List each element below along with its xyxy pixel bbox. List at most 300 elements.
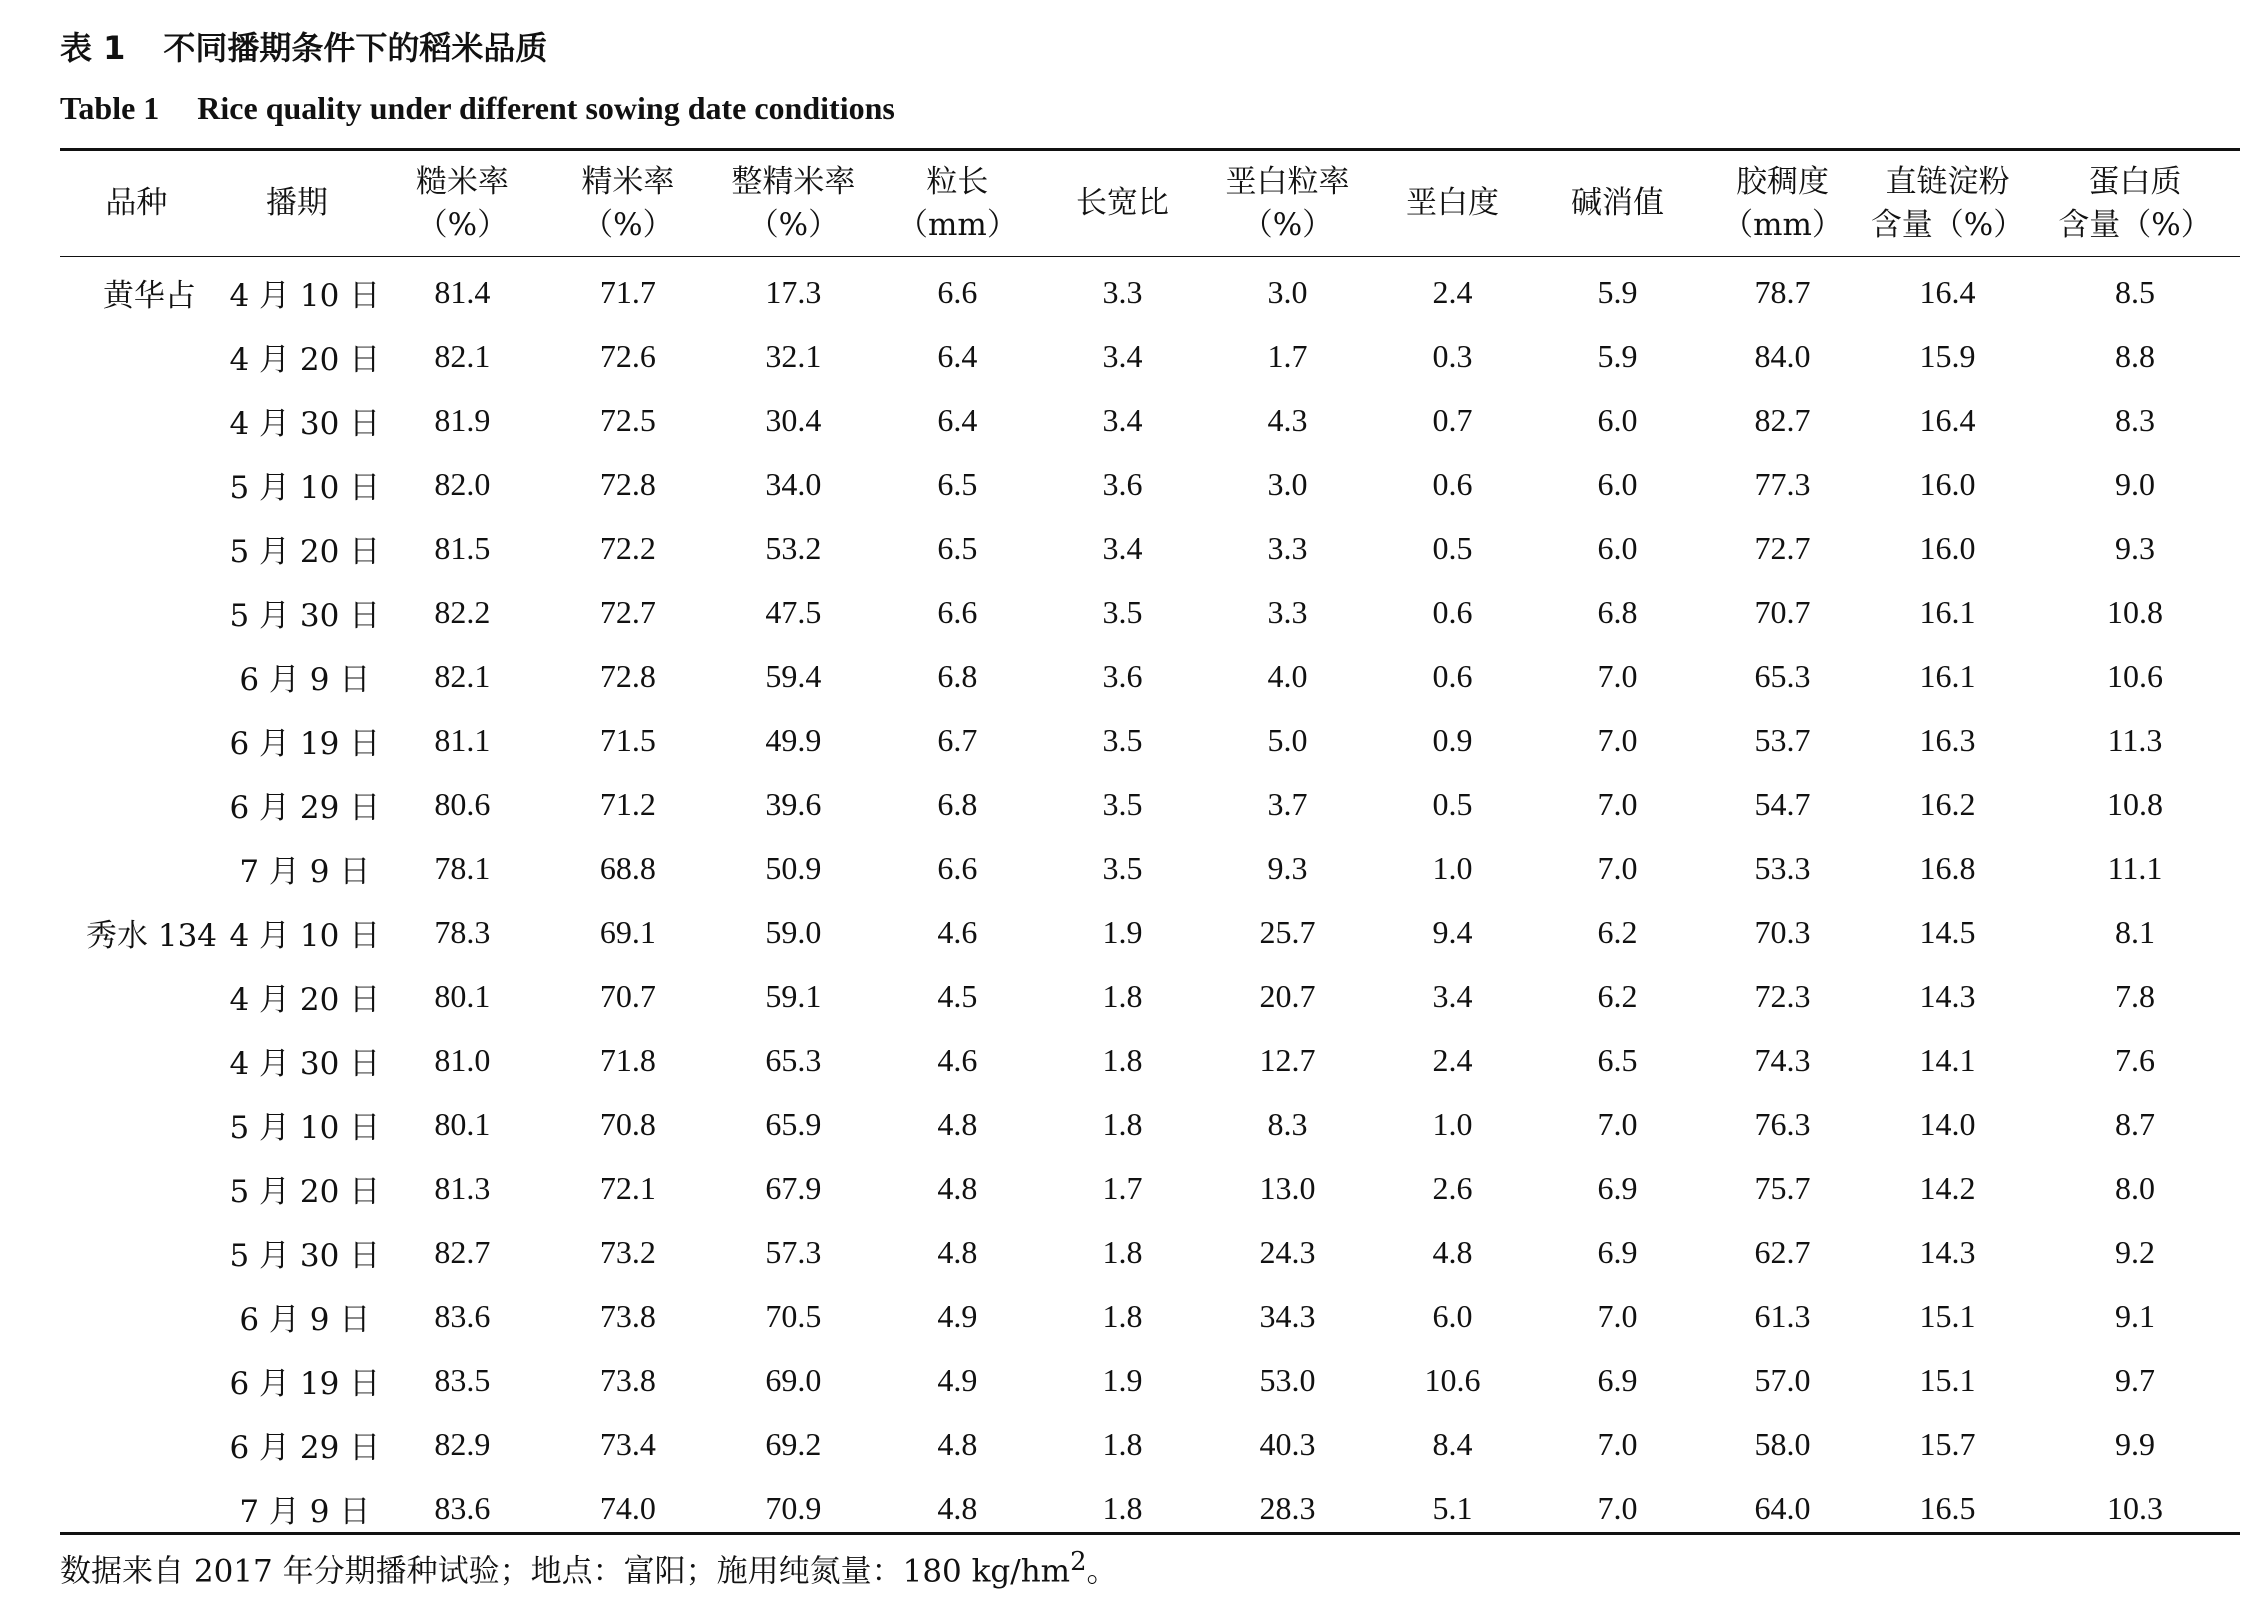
value-cell: 72.3 [1754, 977, 1811, 1014]
value-cell: 8.1 [2115, 913, 2156, 950]
value-cell: 0.3 [1432, 337, 1473, 374]
table-body [60, 256, 2240, 1540]
value-cell: 7.0 [1597, 1105, 1638, 1142]
value-cell: 6.0 [1597, 465, 1638, 502]
value-cell: 70.7 [1754, 593, 1811, 630]
value-cell: 3.5 [1102, 593, 1143, 630]
sowing-date-cell: 4 月 30 日 [229, 1045, 381, 1082]
table-caption-en [60, 86, 895, 130]
value-cell: 3.0 [1267, 465, 1308, 502]
variety-cell [60, 1092, 213, 1156]
sowing-date-cell: 5 月 30 日 [229, 1237, 381, 1274]
value-cell: 15.9 [1919, 337, 1976, 374]
value-cell: 4.8 [937, 1425, 978, 1462]
table-row [60, 1412, 2240, 1476]
value-cell: 5.0 [1267, 721, 1308, 758]
value-cell: 4.6 [937, 1041, 978, 1078]
value-cell: 4.8 [1432, 1233, 1473, 1270]
value-cell: 14.0 [1919, 1105, 1976, 1142]
value-cell: 5.9 [1597, 273, 1638, 310]
table-label-en: Table 1 [60, 90, 160, 126]
value-cell: 14.5 [1919, 913, 1976, 950]
value-cell: 6.7 [937, 721, 978, 758]
value-cell: 16.4 [1919, 401, 1976, 438]
value-cell: 6.5 [937, 529, 978, 566]
sowing-date-cell: 4 月 20 日 [229, 981, 381, 1018]
column-header: 碱消值 [1570, 185, 1664, 221]
value-cell: 17.3 [765, 273, 822, 310]
sowing-date-cell: 5 月 10 日 [229, 469, 381, 506]
value-cell: 70.8 [599, 1105, 656, 1142]
value-cell: 8.3 [2115, 401, 2156, 438]
variety-cell [60, 516, 213, 580]
value-cell: 82.9 [434, 1425, 491, 1462]
value-cell: 1.8 [1102, 1041, 1143, 1078]
value-cell: 1.0 [1432, 849, 1473, 886]
value-cell: 70.7 [599, 977, 656, 1014]
variety-cell [60, 1412, 213, 1476]
column-header: 直链淀粉 含量（%） [1870, 163, 2025, 243]
sowing-date-cell: 6 月 9 日 [239, 1301, 371, 1338]
value-cell: 34.3 [1259, 1297, 1316, 1334]
value-cell: 6.0 [1597, 401, 1638, 438]
value-cell: 8.4 [1432, 1425, 1473, 1462]
value-cell: 30.4 [765, 401, 822, 438]
value-cell: 10.3 [2107, 1489, 2164, 1526]
variety-cell [60, 1284, 213, 1348]
value-cell: 78.7 [1754, 273, 1811, 310]
value-cell: 68.8 [599, 849, 656, 886]
column-header: 垩白粒率 （%） [1225, 163, 1350, 243]
value-cell: 0.9 [1432, 721, 1473, 758]
value-cell: 74.0 [599, 1489, 656, 1526]
value-cell: 25.7 [1259, 913, 1316, 950]
table-row [60, 1028, 2240, 1092]
value-cell: 81.3 [434, 1169, 491, 1206]
variety-cell [60, 1476, 213, 1540]
sowing-date-cell: 4 月 20 日 [229, 341, 381, 378]
sowing-date-cell: 5 月 20 日 [229, 533, 381, 570]
value-cell: 59.0 [765, 913, 822, 950]
value-cell: 70.5 [765, 1297, 822, 1334]
value-cell: 9.9 [2115, 1425, 2156, 1462]
table-row [60, 900, 2240, 964]
value-cell: 15.1 [1919, 1297, 1976, 1334]
value-cell: 3.4 [1102, 401, 1143, 438]
variety-cell [60, 708, 213, 772]
value-cell: 14.3 [1919, 1233, 1976, 1270]
value-cell: 73.4 [599, 1425, 656, 1462]
value-cell: 9.3 [2115, 529, 2156, 566]
value-cell: 16.3 [1919, 721, 1976, 758]
variety-cell [60, 836, 213, 900]
variety-cell [60, 1348, 213, 1412]
table-title-cn: 不同播期条件下的稻米品质 [163, 29, 548, 67]
value-cell: 53.3 [1754, 849, 1811, 886]
sowing-date-cell: 4 月 30 日 [229, 405, 381, 442]
value-cell: 71.2 [599, 785, 656, 822]
value-cell: 69.1 [599, 913, 656, 950]
value-cell: 4.0 [1267, 657, 1308, 694]
value-cell: 72.7 [599, 593, 656, 630]
column-header: 整精米率 （%） [731, 163, 856, 243]
value-cell: 47.5 [765, 593, 822, 630]
variety-cell [60, 388, 213, 452]
value-cell: 83.6 [434, 1489, 491, 1526]
value-cell: 3.3 [1267, 529, 1308, 566]
value-cell: 71.8 [599, 1041, 656, 1078]
value-cell: 82.7 [434, 1233, 491, 1270]
table-row [60, 516, 2240, 580]
value-cell: 4.6 [937, 913, 978, 950]
value-cell: 1.8 [1102, 1425, 1143, 1462]
value-cell: 34.0 [765, 465, 822, 502]
value-cell: 11.3 [2107, 721, 2163, 758]
table-row [60, 836, 2240, 900]
value-cell: 72.2 [599, 529, 656, 566]
value-cell: 9.4 [1432, 913, 1473, 950]
table-row [60, 1092, 2240, 1156]
value-cell: 9.2 [2115, 1233, 2156, 1270]
value-cell: 2.4 [1432, 1041, 1473, 1078]
value-cell: 62.7 [1754, 1233, 1811, 1270]
value-cell: 2.6 [1432, 1169, 1473, 1206]
variety-cell: 黄华占 [102, 277, 196, 314]
value-cell: 14.1 [1919, 1041, 1976, 1078]
table-footnote: 数据来自 2017 年分期播种试验；地点：富阳；施用纯氮量：180 $kg/hm^2$。 [60, 1547, 1118, 1590]
value-cell: 7.6 [2115, 1041, 2156, 1078]
value-cell: 71.7 [599, 273, 656, 310]
value-cell: 70.3 [1754, 913, 1811, 950]
value-cell: 4.8 [937, 1233, 978, 1270]
value-cell: 6.5 [1597, 1041, 1638, 1078]
column-header: 精米率 （%） [581, 163, 675, 243]
value-cell: 53.2 [765, 529, 822, 566]
value-cell: 8.3 [1267, 1105, 1308, 1142]
sowing-date-cell: 4 月 10 日 [229, 917, 381, 954]
value-cell: 53.0 [1259, 1361, 1316, 1398]
value-cell: 14.3 [1919, 977, 1976, 1014]
value-cell: 3.5 [1102, 785, 1143, 822]
column-header: 垩白度 [1405, 185, 1499, 221]
value-cell: 6.2 [1597, 913, 1638, 950]
value-cell: 4.8 [937, 1169, 978, 1206]
sowing-date-cell: 6 月 19 日 [229, 1365, 381, 1402]
table-title-en: Rice quality under different sowing date conditions [197, 90, 895, 126]
value-cell: 0.5 [1432, 529, 1473, 566]
value-cell: 3.5 [1102, 721, 1143, 758]
value-cell: 80.6 [434, 785, 491, 822]
value-cell: 73.2 [599, 1233, 656, 1270]
sowing-date-cell: 5 月 30 日 [229, 597, 381, 634]
value-cell: 15.1 [1919, 1361, 1976, 1398]
value-cell: 4.9 [937, 1361, 978, 1398]
value-cell: 53.7 [1754, 721, 1811, 758]
variety-cell [60, 964, 213, 1028]
value-cell: 20.7 [1259, 977, 1316, 1014]
table-row [60, 1156, 2240, 1220]
value-cell: 0.7 [1432, 401, 1473, 438]
value-cell: 1.8 [1102, 1233, 1143, 1270]
column-header: 糙米率 （%） [415, 163, 509, 243]
value-cell: 3.5 [1102, 849, 1143, 886]
column-header: 粒长 （mm） [897, 163, 1018, 243]
value-cell: 7.0 [1597, 657, 1638, 694]
value-cell: 11.1 [2107, 849, 2163, 886]
value-cell: 6.9 [1597, 1233, 1638, 1270]
value-cell: 3.6 [1102, 465, 1143, 502]
value-cell: 7.0 [1597, 785, 1638, 822]
value-cell: 1.9 [1102, 913, 1143, 950]
value-cell: 6.4 [937, 337, 978, 374]
value-cell: 4.8 [937, 1105, 978, 1142]
value-cell: 7.8 [2115, 977, 2156, 1014]
value-cell: 72.5 [599, 401, 656, 438]
value-cell: 81.5 [434, 529, 491, 566]
value-cell: 6.6 [937, 273, 978, 310]
value-cell: 2.4 [1432, 273, 1473, 310]
value-cell: 6.5 [937, 465, 978, 502]
value-cell: 73.8 [599, 1297, 656, 1334]
value-cell: 9.1 [2115, 1297, 2156, 1334]
value-cell: 65.3 [1754, 657, 1811, 694]
sowing-date-cell: 6 月 29 日 [229, 789, 381, 826]
table-row [60, 708, 2240, 772]
variety-cell: 秀水 134 [86, 917, 218, 954]
value-cell: 16.0 [1919, 465, 1976, 502]
value-cell: 8.7 [2115, 1105, 2156, 1142]
value-cell: 1.0 [1432, 1105, 1473, 1142]
value-cell: 8.0 [2115, 1169, 2156, 1206]
column-header: 长宽比 [1075, 185, 1169, 221]
value-cell: 84.0 [1754, 337, 1811, 374]
value-cell: 3.0 [1267, 273, 1308, 310]
value-cell: 65.3 [765, 1041, 822, 1078]
value-cell: 49.9 [765, 721, 822, 758]
value-cell: 76.3 [1754, 1105, 1811, 1142]
value-cell: 1.8 [1102, 977, 1143, 1014]
variety-cell [60, 580, 213, 644]
table-row [60, 644, 2240, 708]
value-cell: 10.6 [1424, 1361, 1481, 1398]
value-cell: 4.8 [937, 1489, 978, 1526]
value-cell: 6.8 [937, 657, 978, 694]
value-cell: 1.7 [1267, 337, 1308, 374]
value-cell: 6.4 [937, 401, 978, 438]
value-cell: 59.1 [765, 977, 822, 1014]
value-cell: 3.4 [1102, 337, 1143, 374]
value-cell: 72.6 [599, 337, 656, 374]
value-cell: 81.4 [434, 273, 491, 310]
value-cell: 6.6 [937, 593, 978, 630]
value-cell: 28.3 [1259, 1489, 1316, 1526]
sowing-date-cell: 7 月 9 日 [239, 1493, 371, 1530]
value-cell: 16.2 [1919, 785, 1976, 822]
value-cell: 78.3 [434, 913, 491, 950]
table-row [60, 1220, 2240, 1284]
value-cell: 82.1 [434, 337, 491, 374]
value-cell: 16.5 [1919, 1489, 1976, 1526]
value-cell: 54.7 [1754, 785, 1811, 822]
variety-cell [60, 324, 213, 388]
value-cell: 3.6 [1102, 657, 1143, 694]
value-cell: 81.9 [434, 401, 491, 438]
value-cell: 73.8 [599, 1361, 656, 1398]
value-cell: 72.7 [1754, 529, 1811, 566]
table-row [60, 388, 2240, 452]
value-cell: 6.0 [1432, 1297, 1473, 1334]
value-cell: 82.1 [434, 657, 491, 694]
table-row [60, 452, 2240, 516]
value-cell: 81.0 [434, 1041, 491, 1078]
value-cell: 6.9 [1597, 1169, 1638, 1206]
value-cell: 7.0 [1597, 721, 1638, 758]
variety-cell [60, 1156, 213, 1220]
value-cell: 0.6 [1432, 593, 1473, 630]
value-cell: 6.0 [1597, 529, 1638, 566]
footnote-superscript: 2 [1070, 1547, 1087, 1577]
value-cell: 4.9 [937, 1297, 978, 1334]
sowing-date-cell: 5 月 10 日 [229, 1109, 381, 1146]
value-cell: 0.5 [1432, 785, 1473, 822]
value-cell: 7.0 [1597, 1297, 1638, 1334]
value-cell: 69.2 [765, 1425, 822, 1462]
value-cell: 6.8 [1597, 593, 1638, 630]
table-caption-cn [60, 26, 547, 70]
table-row [60, 772, 2240, 836]
table-row [60, 1284, 2240, 1348]
value-cell: 10.6 [2107, 657, 2164, 694]
value-cell: 4.5 [937, 977, 978, 1014]
value-cell: 74.3 [1754, 1041, 1811, 1078]
variety-cell [60, 772, 213, 836]
value-cell: 10.8 [2107, 593, 2164, 630]
value-cell: 4.3 [1267, 401, 1308, 438]
value-cell: 7.0 [1597, 1489, 1638, 1526]
value-cell: 7.0 [1597, 1425, 1638, 1462]
column-header: 播期 [265, 185, 328, 221]
value-cell: 5.1 [1432, 1489, 1473, 1526]
table-row [60, 1348, 2240, 1412]
table-row [60, 580, 2240, 644]
value-cell: 69.0 [765, 1361, 822, 1398]
value-cell: 81.1 [434, 721, 491, 758]
value-cell: 82.7 [1754, 401, 1811, 438]
table-row [60, 324, 2240, 388]
column-header: 品种 [105, 185, 168, 221]
value-cell: 1.9 [1102, 1361, 1143, 1398]
variety-cell [60, 452, 213, 516]
value-cell: 14.2 [1919, 1169, 1976, 1206]
value-cell: 6.2 [1597, 977, 1638, 1014]
value-cell: 1.8 [1102, 1105, 1143, 1142]
value-cell: 77.3 [1754, 465, 1811, 502]
value-cell: 9.7 [2115, 1361, 2156, 1398]
value-cell: 6.9 [1597, 1361, 1638, 1398]
value-cell: 3.3 [1267, 593, 1308, 630]
value-cell: 7.0 [1597, 849, 1638, 886]
value-cell: 57.3 [765, 1233, 822, 1270]
column-header: 胶稠度 （mm） [1722, 163, 1843, 243]
sowing-date-cell: 7 月 9 日 [239, 853, 371, 890]
value-cell: 16.1 [1919, 593, 1976, 630]
rice-quality-table [60, 151, 2240, 1540]
value-cell: 16.4 [1919, 273, 1976, 310]
table-row [60, 964, 2240, 1028]
value-cell: 83.5 [434, 1361, 491, 1398]
value-cell: 8.8 [2115, 337, 2156, 374]
value-cell: 80.1 [434, 1105, 491, 1142]
value-cell: 6.8 [937, 785, 978, 822]
header-row [60, 151, 2240, 256]
value-cell: 9.3 [1267, 849, 1308, 886]
variety-cell [60, 1220, 213, 1284]
value-cell: 0.6 [1432, 657, 1473, 694]
value-cell: 32.1 [765, 337, 822, 374]
value-cell: 1.8 [1102, 1297, 1143, 1334]
value-cell: 70.9 [765, 1489, 822, 1526]
value-cell: 72.1 [599, 1169, 656, 1206]
value-cell: 71.5 [599, 721, 656, 758]
table-label-cn: 表 1 [60, 29, 126, 67]
value-cell: 72.8 [599, 465, 656, 502]
value-cell: 16.0 [1919, 529, 1976, 566]
value-cell: 0.6 [1432, 465, 1473, 502]
value-cell: 58.0 [1754, 1425, 1811, 1462]
value-cell: 24.3 [1259, 1233, 1316, 1270]
sowing-date-cell: 5 月 20 日 [229, 1173, 381, 1210]
value-cell: 1.8 [1102, 1489, 1143, 1526]
variety-cell [60, 644, 213, 708]
value-cell: 5.9 [1597, 337, 1638, 374]
value-cell: 75.7 [1754, 1169, 1811, 1206]
value-cell: 3.4 [1432, 977, 1473, 1014]
column-header: 蛋白质 含量（%） [2058, 163, 2212, 243]
value-cell: 16.1 [1919, 657, 1976, 694]
value-cell: 80.1 [434, 977, 491, 1014]
value-cell: 8.5 [2115, 273, 2156, 310]
table-row [60, 1476, 2240, 1540]
sowing-date-cell: 6 月 9 日 [239, 661, 371, 698]
value-cell: 82.0 [434, 465, 491, 502]
table-row [60, 256, 2240, 324]
value-cell: 3.4 [1102, 529, 1143, 566]
value-cell: 83.6 [434, 1297, 491, 1334]
value-cell: 3.3 [1102, 273, 1143, 310]
value-cell: 9.0 [2115, 465, 2156, 502]
value-cell: 13.0 [1259, 1169, 1316, 1206]
sowing-date-cell: 6 月 29 日 [229, 1429, 381, 1466]
value-cell: 1.7 [1102, 1169, 1143, 1206]
value-cell: 15.7 [1919, 1425, 1976, 1462]
value-cell: 16.8 [1919, 849, 1976, 886]
value-cell: 59.4 [765, 657, 822, 694]
value-cell: 72.8 [599, 657, 656, 694]
value-cell: 3.7 [1267, 785, 1308, 822]
value-cell: 82.2 [434, 593, 491, 630]
value-cell: 12.7 [1259, 1041, 1316, 1078]
value-cell: 40.3 [1259, 1425, 1316, 1462]
value-cell: 57.0 [1754, 1361, 1811, 1398]
variety-cell [60, 1028, 213, 1092]
value-cell: 6.6 [937, 849, 978, 886]
value-cell: 50.9 [765, 849, 822, 886]
value-cell: 64.0 [1754, 1489, 1811, 1526]
sowing-date-cell: 4 月 10 日 [229, 277, 381, 314]
value-cell: 78.1 [434, 849, 491, 886]
value-cell: 61.3 [1754, 1297, 1811, 1334]
sowing-date-cell: 6 月 19 日 [229, 725, 381, 762]
